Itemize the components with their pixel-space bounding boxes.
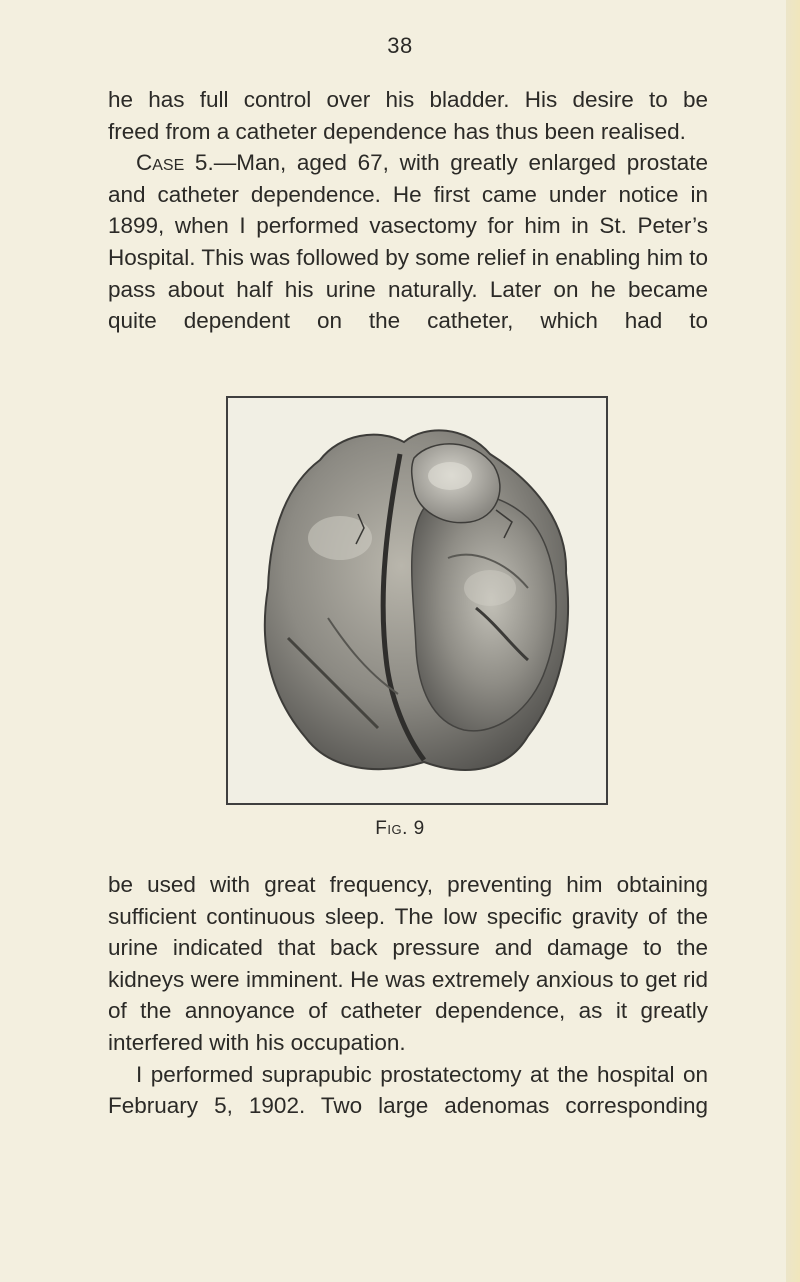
text-line-1: he has full control over his bladder. His desire to be [108,87,708,112]
text-before-figure [108,84,708,337]
page-number: 38 [387,33,413,58]
figure-caption [0,818,800,840]
paragraph-operation: I performed suprapubic prostatectomy at the hospital on February 5, 1902. Two large adenomas corresponding [108,1061,708,1119]
page-edge [786,0,800,1282]
case-text: —Man, aged 67, with greatly enlarged prostate and catheter dependence. He first came under notice in 1899, when I performed vasectomy for him in St. Peter’s Hospital. This was followed by some relief in enabling him to pass about half his urine naturally. Later on he became quite dependent on the catheter, which had to [108,150,708,334]
text-line-2: freed from a catheter dependence has thus been realised. [108,118,686,144]
figure-9-specimen-photo [226,396,608,805]
text-after-figure [108,869,708,1122]
specimen-illustration [228,398,606,803]
case-label: Case 5. [136,150,214,176]
figure-caption-text: Fig. 9 [375,818,425,839]
case-5-paragraph [108,147,708,337]
paragraph-continued: be used with great frequency, preventing him obtaining sufficient continuous sleep. The low specific gravity of the urine indicated that back pressure and damage to the kidneys were imminent. He was extremely anxious to get rid of the annoyance of catheter dependence, as it greatly interfered with his occupation. [108,872,708,1055]
